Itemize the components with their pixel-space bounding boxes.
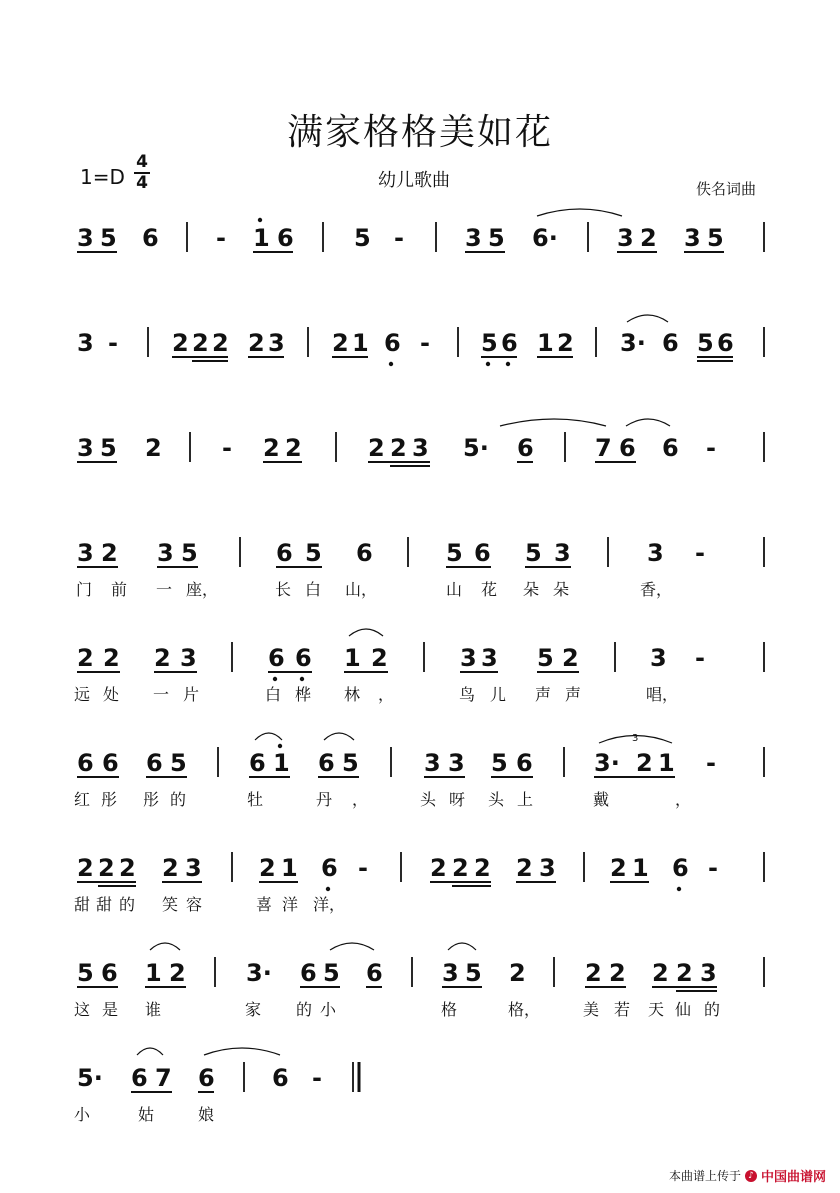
lyric: 朵 [553, 580, 570, 599]
note: 6 [672, 854, 689, 882]
note: 3 [481, 644, 498, 672]
site-name[interactable]: 中国曲谱网 [760, 1170, 826, 1185]
tie-slur [324, 733, 354, 740]
note: 5 [697, 329, 714, 357]
lyric: 呀 [449, 790, 466, 809]
lyric: 林 [344, 685, 361, 704]
note: 3 [448, 749, 465, 777]
note: 3 [268, 329, 285, 357]
note: 1 [281, 854, 298, 882]
lyric: 一 [153, 685, 170, 704]
score-line-6 [74, 733, 764, 809]
note: 6· [532, 224, 558, 252]
note: 6 [356, 539, 373, 567]
note: 3 [412, 434, 429, 462]
lyric: 座， [186, 580, 219, 599]
score-line-3 [77, 419, 764, 466]
note: 6 [384, 329, 401, 357]
note: 6 [318, 749, 335, 777]
lyric: 是 [102, 1000, 119, 1019]
note: 3 [650, 644, 667, 672]
note: 6 [300, 959, 317, 987]
lyric: 香， [640, 580, 673, 599]
note: - [695, 644, 705, 672]
note: 2 [430, 854, 447, 882]
note: 5· [77, 1064, 103, 1092]
note: - [312, 1064, 322, 1092]
note: 6 [662, 329, 679, 357]
tie-slur [448, 943, 476, 950]
score-line-2 [77, 315, 764, 366]
note: 6 [131, 1064, 148, 1092]
note: 3 [554, 539, 571, 567]
note: 5 [77, 959, 94, 987]
note: 6 [501, 329, 518, 357]
lyric: 洋， [313, 895, 346, 914]
tie-slur [537, 209, 622, 216]
note: 1 [352, 329, 369, 357]
note: 2 [636, 749, 653, 777]
note: 1 [145, 959, 162, 987]
lyric: 片 [183, 685, 200, 704]
octave-dot [278, 744, 282, 748]
tie-slur [137, 1048, 163, 1055]
tie-slur [255, 733, 282, 740]
lyric: ， [352, 790, 369, 809]
note: 2 [98, 854, 115, 882]
note: 5 [446, 539, 463, 567]
note: - [695, 539, 705, 567]
lyric: 上 [517, 790, 534, 809]
note: 6 [276, 539, 293, 567]
note: - [358, 854, 368, 882]
note: 5 [100, 434, 117, 462]
note: 5 [488, 224, 505, 252]
note: 1 [344, 644, 361, 672]
note: 1 [253, 224, 270, 252]
lyric: 白 [265, 685, 282, 704]
lyric: 白 [305, 580, 322, 599]
lyric: 天 [648, 1000, 665, 1019]
note: 6 [516, 749, 533, 777]
lyric: 声 [565, 685, 582, 704]
footer-credit [669, 1166, 826, 1185]
note: 6 [249, 749, 266, 777]
note: 3· [246, 959, 272, 987]
note: 2 [474, 854, 491, 882]
note: 2 [557, 329, 574, 357]
lyric: 仙 [675, 1000, 692, 1019]
upload-text: 本曲谱上传于 [668, 1169, 741, 1183]
tie-slur [150, 943, 180, 950]
tie-slur [204, 1048, 280, 1055]
note: 3 [465, 224, 482, 252]
triplet-mark: 3 [632, 733, 639, 744]
note: 3 [180, 644, 197, 672]
lyric: 门 [76, 580, 93, 599]
octave-dot [506, 362, 510, 366]
lyric: 山， [345, 580, 378, 599]
note: 6 [272, 1064, 289, 1092]
note: 2 [585, 959, 602, 987]
note: 2 [390, 434, 407, 462]
note: 3 [77, 434, 94, 462]
note: - [420, 329, 430, 357]
lyric: 声 [535, 685, 552, 704]
note: 5 [537, 644, 554, 672]
lyric: ， [675, 790, 692, 809]
note: 5 [342, 749, 359, 777]
octave-dot [300, 677, 304, 681]
lyric: 格 [441, 1000, 458, 1019]
tie-slur [349, 629, 383, 636]
note: - [394, 224, 404, 252]
note: 3 [185, 854, 202, 882]
tie-slur [330, 943, 374, 950]
tie-slur [599, 736, 672, 744]
octave-dot [258, 218, 262, 222]
note: 2 [259, 854, 276, 882]
score-line-5 [74, 629, 764, 704]
note: 2 [652, 959, 669, 987]
note: 5 [305, 539, 322, 567]
note: 2 [285, 434, 302, 462]
note: 2 [119, 854, 136, 882]
lyric: 娘 [198, 1105, 215, 1124]
note: - [108, 329, 118, 357]
lyric: 花 [481, 580, 498, 599]
score-line-8 [74, 943, 764, 1019]
tie-slur [626, 419, 670, 426]
note: 6 [142, 224, 159, 252]
note: 2 [101, 539, 118, 567]
note: 3· [594, 749, 620, 777]
octave-dot [326, 887, 330, 891]
note: 3 [77, 224, 94, 252]
note: 2 [516, 854, 533, 882]
note: 1 [273, 749, 290, 777]
note: - [706, 749, 716, 777]
lyric: 红 [74, 790, 91, 809]
octave-dot [273, 677, 277, 681]
lyric: 丹 [316, 790, 333, 809]
lyric: 前 [111, 580, 128, 599]
note: 6 [517, 434, 534, 462]
lyric: 山 [446, 580, 463, 599]
lyric: 头 [488, 790, 505, 809]
lyric: 鸟 [459, 685, 476, 704]
note: 2 [192, 329, 209, 357]
note: 2 [452, 854, 469, 882]
note: 2 [172, 329, 189, 357]
note: - [708, 854, 718, 882]
note: - [222, 434, 232, 462]
note: 2 [212, 329, 229, 357]
note: 7 [595, 434, 612, 462]
note: 6 [146, 749, 163, 777]
lyric: 家 [245, 1000, 262, 1019]
note: 2 [162, 854, 179, 882]
note: 6 [102, 749, 119, 777]
note: 6 [295, 644, 312, 672]
note: 3 [700, 959, 717, 987]
note: 5 [481, 329, 498, 357]
octave-dot [389, 362, 393, 366]
note: 2 [169, 959, 186, 987]
lyric: 桦 [295, 685, 312, 704]
time-signature-top: 4 [136, 152, 148, 172]
note: 3 [77, 329, 94, 357]
note: 2 [263, 434, 280, 462]
note: 6 [198, 1064, 215, 1092]
lyric: 彤 [101, 790, 118, 809]
note: 5 [100, 224, 117, 252]
site-logo-icon: ♪ [745, 1170, 757, 1182]
note: 5 [491, 749, 508, 777]
note: 2 [562, 644, 579, 672]
octave-dot [486, 362, 490, 366]
lyric: 牡 [247, 790, 264, 809]
lyric: 一 [156, 580, 173, 599]
note: 3 [424, 749, 441, 777]
lyric: 小 [320, 1000, 337, 1019]
note: 2 [103, 644, 120, 672]
song-subtitle: 幼儿歌曲 [378, 170, 450, 191]
note: 3 [442, 959, 459, 987]
note: 6 [77, 749, 94, 777]
note: 6 [366, 959, 383, 987]
lyric: 甜 [96, 895, 113, 914]
note: 6 [277, 224, 294, 252]
lyric: ， [378, 685, 395, 704]
note: - [216, 224, 226, 252]
note: 2 [640, 224, 657, 252]
note: 1 [632, 854, 649, 882]
note: 5· [463, 434, 489, 462]
note: 6 [474, 539, 491, 567]
note: 6 [101, 959, 118, 987]
note: 2 [248, 329, 265, 357]
lyric: 喜 [256, 895, 273, 914]
song-title: 满家格格美如花 [286, 112, 553, 153]
tie-slur [500, 419, 606, 426]
lyric: 洋 [282, 895, 299, 914]
note: 5 [170, 749, 187, 777]
note: 2 [368, 434, 385, 462]
lyric: 远 [74, 685, 91, 704]
note: 3 [684, 224, 701, 252]
lyric: 彤 [143, 790, 160, 809]
lyric: 谁 [145, 1000, 162, 1019]
note: 1 [537, 329, 554, 357]
lyric: 唱， [646, 685, 679, 704]
note: 2 [145, 434, 162, 462]
lyric: 姑 [138, 1105, 155, 1124]
tie-slur [627, 315, 668, 322]
note: 3 [539, 854, 556, 882]
score-line-9 [74, 1048, 359, 1124]
note: 3 [157, 539, 174, 567]
note: 5 [323, 959, 340, 987]
note: 6 [662, 434, 679, 462]
note: 3 [77, 539, 94, 567]
lyric: 的 [296, 1000, 313, 1019]
composer-credit: 佚名词曲 [696, 180, 757, 198]
lyric: 儿 [490, 685, 507, 704]
key-signature: 1=D [80, 165, 125, 189]
note: 2 [371, 644, 388, 672]
note: 2 [154, 644, 171, 672]
lyric: 长 [275, 580, 292, 599]
note: 6 [619, 434, 636, 462]
time-signature [134, 154, 150, 192]
time-signature-bottom: 4 [136, 172, 148, 193]
note: 3· [620, 329, 646, 357]
note: 2 [332, 329, 349, 357]
note: 2 [509, 959, 526, 987]
lyric: 处 [103, 685, 120, 704]
note: 2 [77, 644, 94, 672]
lyric: 戴 [593, 790, 610, 809]
lyric: 容 [186, 895, 203, 914]
lyric: 美 [583, 1000, 600, 1019]
score-line-7 [74, 852, 764, 914]
note: 3 [647, 539, 664, 567]
note: 5 [707, 224, 724, 252]
lyric: 这 [74, 1000, 91, 1019]
note: 2 [77, 854, 94, 882]
note: 5 [181, 539, 198, 567]
note: 5 [354, 224, 371, 252]
lyric: 笑 [162, 895, 179, 914]
note: 7 [155, 1064, 172, 1092]
note: 6 [321, 854, 338, 882]
lyric: 小 [74, 1105, 91, 1124]
note: 3 [617, 224, 634, 252]
lyric: 的 [170, 790, 187, 809]
lyric: 的 [704, 1000, 721, 1019]
note: 2 [676, 959, 693, 987]
note: 5 [465, 959, 482, 987]
lyric: 甜 [74, 895, 91, 914]
note: 5 [525, 539, 542, 567]
lyric: 头 [420, 790, 437, 809]
note: 2 [610, 854, 627, 882]
note: - [706, 434, 716, 462]
note: 1 [658, 749, 675, 777]
score-line-4 [76, 537, 764, 599]
note: 6 [717, 329, 734, 357]
note: 6 [268, 644, 285, 672]
lyric: 格， [508, 1000, 541, 1019]
octave-dot [677, 887, 681, 891]
note: 2 [609, 959, 626, 987]
lyric: 若 [614, 1000, 631, 1019]
score-line-1 [77, 209, 764, 252]
note: 3 [460, 644, 477, 672]
lyric: 朵 [523, 580, 540, 599]
lyric: 的 [119, 895, 136, 914]
